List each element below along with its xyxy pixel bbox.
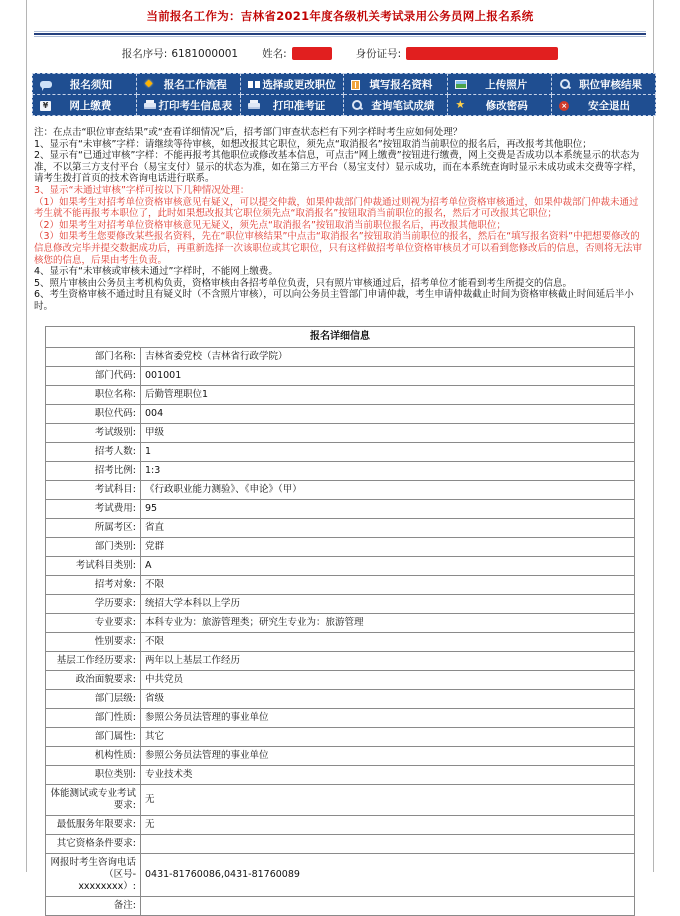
- row-label: 部门层级:: [46, 689, 141, 708]
- row-label: 最低服务年限要求:: [46, 815, 141, 834]
- logout-icon: [559, 101, 569, 111]
- row-label: 考试科目:: [46, 480, 141, 499]
- nav-button-label: 网上缴费: [69, 99, 112, 112]
- id-label: 身份证号:: [355, 48, 402, 60]
- row-label: 其它资格条件要求:: [46, 834, 141, 853]
- detail-table-body: [46, 326, 635, 915]
- row-label: 所属考区:: [46, 518, 141, 537]
- table-row: [46, 556, 635, 575]
- row-value: 001001: [141, 366, 635, 385]
- detail-table-title: 报名详细信息: [46, 326, 635, 347]
- row-value: 党群: [141, 537, 635, 556]
- note-line: 1、显示有“未审核”字样：请继续等待审核，如想改报其它职位，须先点“取消报名”按钮取消当前职位的报名后，再改报考其他职位；: [34, 138, 592, 150]
- row-label: 部门类别:: [46, 537, 141, 556]
- nav-button-select-change-position[interactable]: [240, 74, 344, 95]
- row-value: 后勤管理职位1: [141, 385, 635, 404]
- row-label: 考试科目类别:: [46, 556, 141, 575]
- row-value: A: [141, 556, 635, 575]
- name-label: 姓名:: [262, 48, 287, 60]
- table-row: [46, 404, 635, 423]
- squares-icon: [248, 79, 261, 90]
- table-row: [46, 442, 635, 461]
- printer-icon: [248, 100, 261, 111]
- nav-button-online-payment[interactable]: [33, 95, 137, 116]
- detail-table-title-row: [46, 326, 635, 347]
- nav-button-upload-photo[interactable]: [448, 74, 552, 95]
- table-row: [46, 689, 635, 708]
- table-row: [46, 896, 635, 915]
- row-label: 网报时考生咨询电话（区号-xxxxxxxx）:: [46, 853, 141, 896]
- table-row: [46, 423, 635, 442]
- nav-menu: [32, 73, 656, 116]
- table-row: [46, 853, 635, 896]
- table-row: [46, 815, 635, 834]
- nav-row-2: [33, 95, 656, 116]
- nav-button-label: 打印考生信息表: [158, 99, 232, 112]
- note-line: （2）如果考生对招考单位资格审核意见无疑义，须先点“取消报名”按钮取消当前职位报名后，再改报其他职位；: [34, 219, 506, 231]
- row-label: 基层工作经历要求:: [46, 651, 141, 670]
- row-label: 备注:: [46, 896, 141, 915]
- row-value: 1: [141, 442, 635, 461]
- table-row: [46, 651, 635, 670]
- notebook-icon: [351, 80, 360, 90]
- row-value: 参照公务员法管理的事业单位: [141, 708, 635, 727]
- row-value: 不限: [141, 575, 635, 594]
- row-label: 专业要求:: [46, 613, 141, 632]
- note-line: 注：在点击“职位审查结果”或“查看详细情况”后，招考部门审查状态栏有下列字样时考生应如何处理？: [34, 127, 463, 138]
- detail-table: [45, 326, 635, 916]
- row-value: 统招大学本科以上学历: [141, 594, 635, 613]
- row-value: 其它: [141, 727, 635, 746]
- row-label: 部门属性:: [46, 727, 141, 746]
- row-value: 0431-81760086,0431-81760089: [141, 853, 635, 896]
- nav-button-label: 上传照片: [485, 78, 528, 91]
- nav-button-label: 安全退出: [588, 99, 631, 112]
- row-label: 学历要求:: [46, 594, 141, 613]
- row-value: 中共党员: [141, 670, 635, 689]
- flow-star-icon: [144, 79, 157, 90]
- row-label: 考试级别:: [46, 423, 141, 442]
- note-line: 5、照片审核由公务员主考机构负责，资格审核由各招考单位负责，只有照片审核通过后，招考单位才能看到考生所提交的信息。: [34, 277, 573, 289]
- name-redaction-block: [292, 47, 332, 60]
- table-row: [46, 727, 635, 746]
- id-redaction-block: [406, 47, 558, 60]
- row-value: [141, 896, 635, 915]
- row-value: 甲级: [141, 423, 635, 442]
- serial-label: 报名序号:: [121, 48, 168, 60]
- row-value: 004: [141, 404, 635, 423]
- star-icon: [455, 100, 468, 111]
- row-label: 职位代码:: [46, 404, 141, 423]
- row-label: 部门性质:: [46, 708, 141, 727]
- nav-button-change-password[interactable]: [448, 95, 552, 116]
- row-value: 省直: [141, 518, 635, 537]
- magnifier-icon: [559, 79, 572, 90]
- row-value: 两年以上基层工作经历: [141, 651, 635, 670]
- note-line: 4、显示有“未审核或审核未通过”字样时，不能网上缴费。: [34, 266, 278, 278]
- row-label: 部门名称:: [46, 347, 141, 366]
- table-row: [46, 594, 635, 613]
- yen-icon: [40, 101, 51, 111]
- nav-button-label: 职位审核结果: [579, 78, 643, 91]
- row-value: 参照公务员法管理的事业单位: [141, 746, 635, 765]
- table-row: [46, 461, 635, 480]
- table-row: [46, 765, 635, 784]
- row-value: 本科专业为：旅游管理类；研究生专业为：旅游管理: [141, 613, 635, 632]
- row-value: [141, 834, 635, 853]
- note-line: 6、考生资格审核不通过时且有疑义时（不含照片审核），可以向公务员主管部门申请仲裁，考生申请仲裁截止时间为资格审核截止时间延后半小时。: [34, 289, 634, 312]
- table-row: [46, 347, 635, 366]
- nav-button-label: 打印准考证: [272, 99, 326, 112]
- nav-button-print-candidate-info[interactable]: [136, 95, 240, 116]
- table-row: [46, 575, 635, 594]
- row-value: 95: [141, 499, 635, 518]
- row-label: 政治面貌要求:: [46, 670, 141, 689]
- page-title: 当前报名工作为：吉林省2021年度各级机关考试录用公务员网上报名系统: [146, 9, 534, 23]
- notes-section: [34, 127, 646, 313]
- printer-icon: [144, 100, 157, 111]
- table-row: [46, 518, 635, 537]
- table-row: [46, 834, 635, 853]
- nav-button-position-review-result[interactable]: [552, 74, 656, 95]
- row-label: 机构性质:: [46, 746, 141, 765]
- note-line: （3）如果考生您要修改某些报名资料，先在“职位审核结果”中点击“取消报名”按钮取消当前职位的报名，然后在“填写报名资料”中把想要修改的信息修改完毕并提交数据成功后，再重新选择一次该职位或其它职位，只有这样做招考单位资格审核员才可以看到您修改后的信息，否则将无法审核您的信息，后果由考生负责。: [34, 231, 643, 266]
- row-label: 职位类别:: [46, 765, 141, 784]
- serial-group: [122, 48, 238, 60]
- note-line: 3、显示“未通过审核”字样可按以下几种情况处理：: [34, 184, 250, 196]
- row-value: 专业技术类: [141, 765, 635, 784]
- speech-bubble-icon: [40, 81, 52, 88]
- table-row: [46, 708, 635, 727]
- nav-row-1: [33, 74, 656, 95]
- magnifier-icon: [351, 100, 364, 111]
- table-row: [46, 480, 635, 499]
- candidate-info-line: [32, 47, 648, 62]
- table-row: [46, 499, 635, 518]
- row-label: 体能测试或专业考试要求:: [46, 784, 141, 815]
- row-label: 性别要求:: [46, 632, 141, 651]
- note-line: 2、显示有“已通过审核”字样：不能再报考其他职位或修改基本信息，可点击“网上缴费”按钮进行缴费，网上交费是否成功以本系统显示的状态为准，不以第三方支付平台（易宝支付）显示的状态为准，如在第三方平台（易宝支付）显示成功，而在本系统查询时显示未成功或未交费等字样，请考生拨打首页的技术咨询电话进行联系。: [34, 150, 643, 185]
- photo-icon: [455, 80, 467, 89]
- name-group: [262, 48, 332, 60]
- nav-button-label: 查询笔试成绩: [371, 99, 435, 112]
- row-label: 招考人数:: [46, 442, 141, 461]
- table-row: [46, 537, 635, 556]
- row-label: 招考比例:: [46, 461, 141, 480]
- note-line: （1）如果考生对招考单位资格审核意见有疑义，可以提交仲裁，如果仲裁部门仲裁通过则视为招考单位资格审核通过，如果仲裁部门仲裁未通过考生就不能再报考本职位了，此时如果想改报其它职位须先点“取消报名”按钮取消当前职位的报名，然后才可改报其它职位；: [34, 196, 639, 220]
- table-row: [46, 385, 635, 404]
- table-row: [46, 746, 635, 765]
- row-value: 省级: [141, 689, 635, 708]
- nav-button-label: 选择或更改职位: [262, 78, 336, 91]
- nav-button-fill-signup-info[interactable]: [344, 74, 448, 95]
- row-value: 1:3: [141, 461, 635, 480]
- table-row: [46, 613, 635, 632]
- table-row: [46, 670, 635, 689]
- row-value: 无: [141, 815, 635, 834]
- row-label: 部门代码:: [46, 366, 141, 385]
- row-label: 招考对象:: [46, 575, 141, 594]
- nav-button-label: 填写报名资料: [369, 78, 433, 91]
- serial-value: 6181000001: [171, 48, 239, 60]
- nav-button-query-written-score[interactable]: [344, 95, 448, 116]
- header-divider: [34, 31, 646, 37]
- row-label: 职位名称:: [46, 385, 141, 404]
- nav-button-label: 报名须知: [69, 78, 112, 91]
- nav-button-label: 修改密码: [485, 99, 528, 112]
- table-row: [46, 784, 635, 815]
- nav-button-label: 报名工作流程: [163, 78, 227, 91]
- page-container: [26, 0, 654, 911]
- row-value: 无: [141, 784, 635, 815]
- nav-button-signup-workflow[interactable]: [136, 74, 240, 95]
- table-row: [46, 366, 635, 385]
- row-label: 考试费用:: [46, 499, 141, 518]
- nav-button-print-admission-ticket[interactable]: [240, 95, 344, 116]
- row-value: 《行政职业能力测验》、《申论》（甲）: [141, 480, 635, 499]
- nav-button-safe-logout[interactable]: [552, 95, 656, 116]
- id-group: [356, 48, 559, 60]
- table-row: [46, 632, 635, 651]
- nav-button-signup-notice[interactable]: [33, 74, 137, 95]
- row-value: 不限: [141, 632, 635, 651]
- row-value: 吉林省委党校（吉林省行政学院）: [141, 347, 635, 366]
